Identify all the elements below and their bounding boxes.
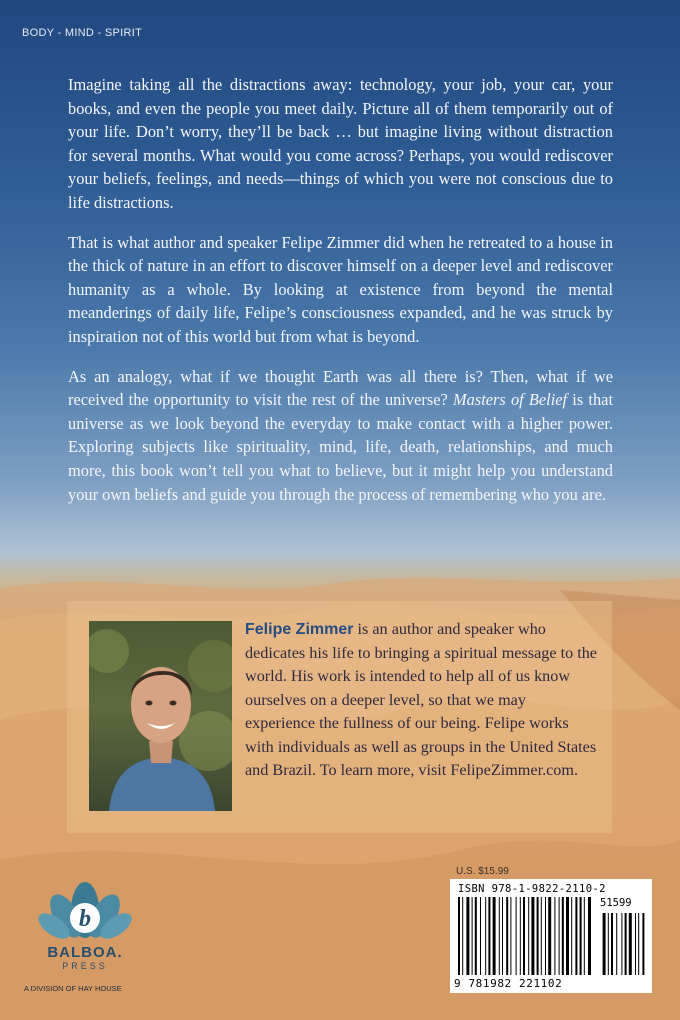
- author-portrait: [89, 621, 232, 811]
- author-bio-box: [67, 601, 612, 833]
- description-paragraph-2: That is what author and speaker Felipe Zimmer did when he retreated to a house in the thick of nature in an effort to discover himself on a deeper level and rediscover humanity as a whole. By looking at existence from beyond the mental meanderings of daily life, Felipe’s consciousness expanded, and he was struck by inspiration not of this world but from what is beyond.: [68, 232, 613, 346]
- publisher-sub: PRESS: [62, 961, 108, 971]
- paragraph-3-end: is that universe as we look beyond the everyday to make contact with a higher power. Exploring subjects like spirituality, mind, life, death, relationships, and much more, this book won’t tell you what to believe, but it might help you understand your own beliefs and guide you through the process of remembering who you are.: [68, 390, 613, 504]
- barcode-bars: [450, 879, 652, 993]
- author-bio-text: is an author and speaker who dedicates his life to bringing a spiritual message to the world. His work is intended to help all of us know ourselves on a deeper level, so that we may experience the fullness of our being. Felipe works with individuals as well as groups in the United States and Brazil. To learn more, visit FelipeZimmer.com.: [245, 620, 597, 779]
- publisher-logo: [24, 876, 140, 996]
- price-label: U.S. $15.99: [456, 866, 509, 877]
- book-title-italic: Masters of Belief: [452, 390, 568, 410]
- isbn-barcode: [450, 879, 652, 993]
- barcode-number: 9 781982 221102: [454, 977, 563, 990]
- author-bio: [245, 618, 597, 783]
- author-photo: [89, 621, 232, 811]
- description-paragraph-3: [68, 365, 613, 507]
- book-description: [68, 73, 613, 522]
- price-addon-number: 51599: [600, 897, 632, 909]
- isbn-text: ISBN 978-1-9822-2110-2: [458, 883, 606, 895]
- category-label: BODY - MIND - SPIRIT: [22, 27, 143, 39]
- logo-letter: b: [79, 906, 91, 932]
- description-paragraph-1: Imagine taking all the distractions away: technology, your job, your car, your books, and even the people you meet daily. Picture all of them temporarily out of your life. Don’t worry, they’ll be back … but imagine living without distraction for several months. What would you come across? Perhaps, you would rediscover your beliefs, feelings, and needs—things of which you were not conscious due to life distractions.: [68, 75, 613, 212]
- publisher-division: A DIVISION OF HAY HOUSE: [24, 984, 122, 993]
- author-name: Felipe Zimmer: [245, 621, 354, 638]
- paragraph-3-start: As an analogy, what if we thought Earth was all there is? Then, what if we received the opportunity to visit the rest of the universe?: [68, 366, 613, 410]
- publisher-name: BALBOA.: [47, 944, 123, 961]
- lotus-icon: [30, 876, 140, 946]
